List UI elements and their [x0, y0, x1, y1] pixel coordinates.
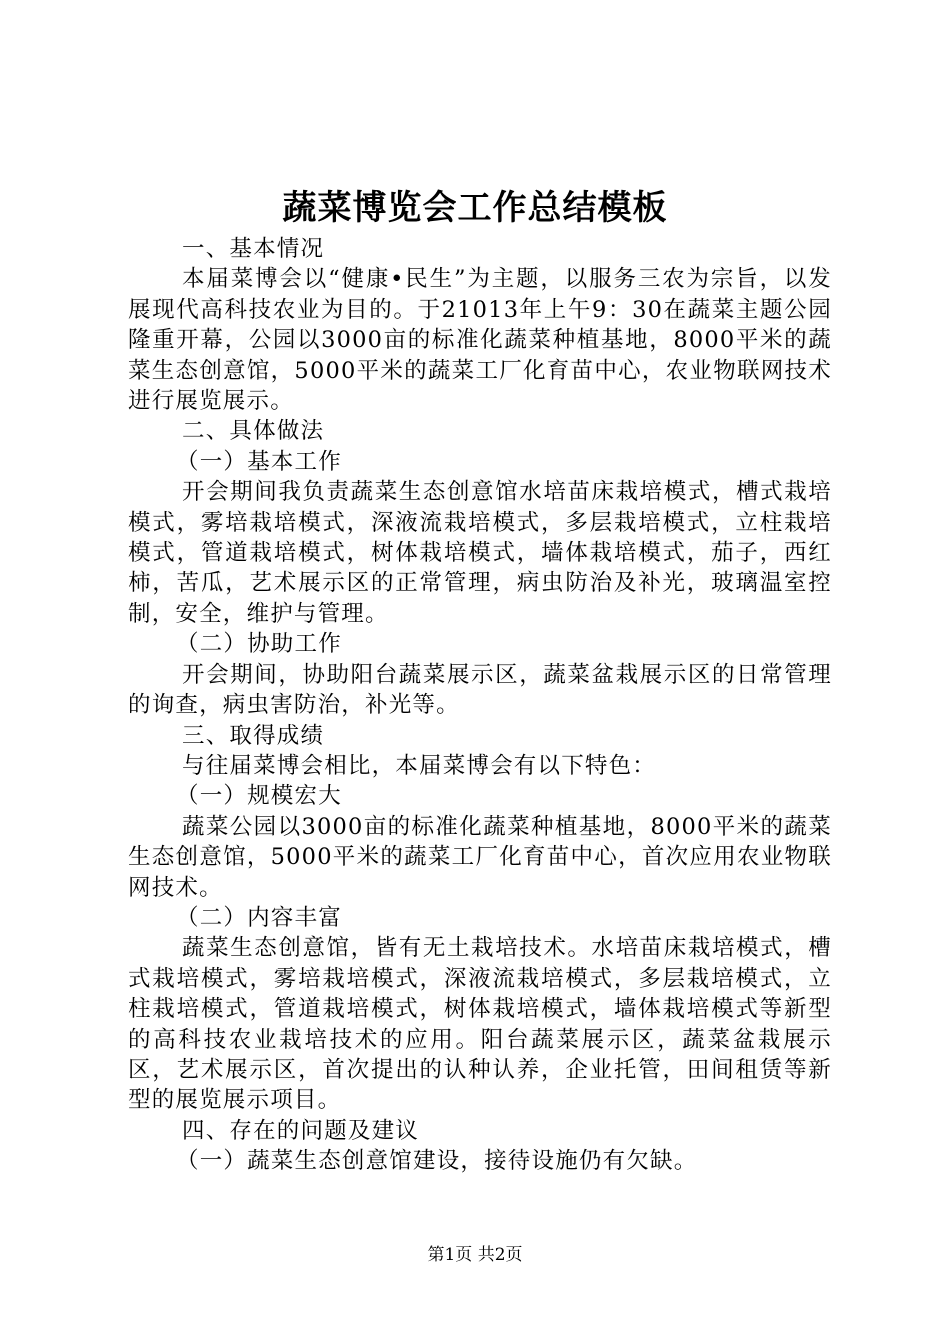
- paragraph-assist-work: 开会期间，协助阳台蔬菜展示区，蔬菜盆栽展示区的日常管理的询查，病虫害防治，补光等。: [128, 661, 832, 719]
- section-heading-basic-situation: 一、基本情况: [182, 236, 325, 262]
- subheading-assist-work: （二）协助工作: [176, 631, 342, 658]
- paragraph-achievements-intro: 与往届菜博会相比，本届菜博会有以下特色：: [182, 752, 657, 779]
- paragraph-basic-work: 开会期间我负责蔬菜生态创意馆水培苗床栽培模式，槽式栽培模式，雾培栽培模式，深液流栽培模式，多层栽培模式，立柱栽培模式，管道栽培模式，树体栽培模式，墙体栽培模式，茄子，西红柿，苦瓜，艺术展示区的正常管理，病虫防治及补光，玻璃温室控制，安全，维护与管理。: [128, 479, 832, 627]
- subheading-rich-content: （二）内容丰富: [176, 904, 342, 931]
- subheading-large-scale: （一）规模宏大: [176, 783, 342, 810]
- paragraph-basic-situation: 本届菜博会以“健康•民生”为主题，以服务三农为宗旨，以发展现代高科技农业为目的。于21013年上午9：30在蔬菜主题公园隆重开幕，公园以3000亩的标准化蔬菜种植基地，8000平米的蔬菜生态创意馆，5000平米的蔬菜工厂化育苗中心，农业物联网技术进行展览展示。: [128, 266, 832, 415]
- section-heading-problems-suggestions: 四、存在的问题及建议: [182, 1117, 420, 1144]
- page-footer: 第1页 共2页: [427, 1245, 523, 1265]
- document-title: 蔬菜博览会工作总结模板: [282, 188, 668, 228]
- paragraph-large-scale: 蔬菜公园以3000亩的标准化蔬菜种植基地，8000平米的蔬菜生态创意馆，5000平米的蔬菜工厂化育苗中心，首次应用农业物联网技术。: [128, 813, 832, 901]
- document-body: [128, 234, 832, 1177]
- section-heading-achievements: 三、取得成绩: [182, 722, 325, 749]
- paragraph-rich-content: 蔬菜生态创意馆，皆有无土栽培技术。水培苗床栽培模式，槽式栽培模式，雾培栽培模式，深液流栽培模式，多层栽培模式，立柱栽培模式，管道栽培模式，树体栽培模式，墙体栽培模式等新型的高科技农业栽培技术的应用。阳台蔬菜展示区，蔬菜盆栽展示区，艺术展示区，首次提出的认种认养，企业托管，田间租赁等新型的展览展示项目。: [128, 935, 832, 1114]
- section-heading-specific-practices: 二、具体做法: [182, 418, 325, 445]
- paragraph-problem-1: （一）蔬菜生态创意馆建设，接待设施仍有欠缺。: [176, 1148, 698, 1175]
- subheading-basic-work: （一）基本工作: [176, 448, 342, 475]
